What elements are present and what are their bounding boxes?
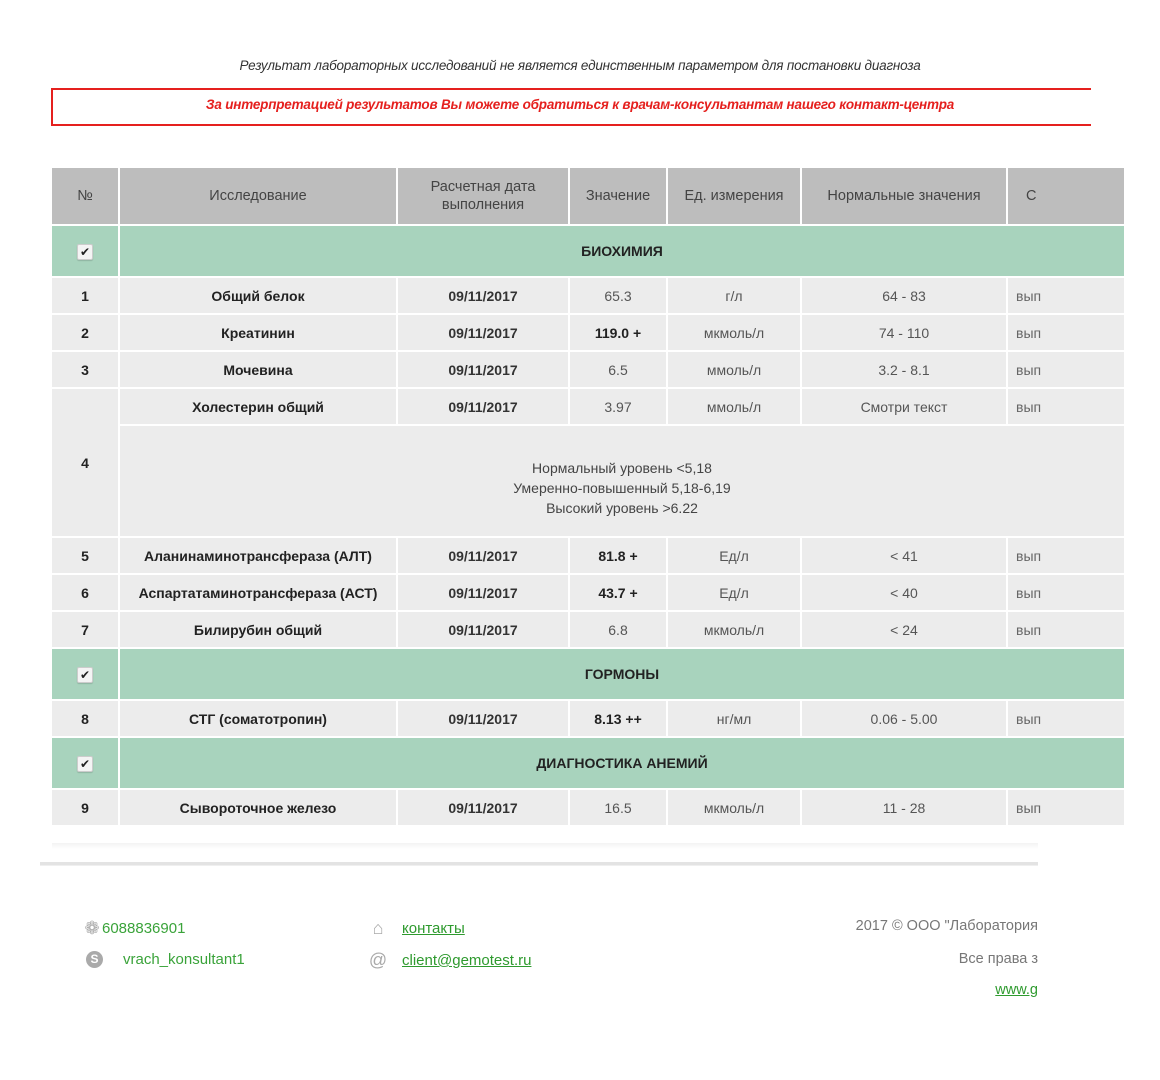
test-name: Аспартатаминотрансфераза (АСТ) bbox=[120, 575, 396, 612]
test-value: 65.3 bbox=[570, 278, 666, 315]
test-status: вып bbox=[1008, 701, 1124, 738]
icq-number: 6088836901 bbox=[102, 920, 186, 937]
col-header-num: № bbox=[52, 168, 118, 226]
group-row bbox=[52, 226, 1124, 278]
skype-login: vrach_konsultant1 bbox=[123, 951, 245, 968]
col-header-unit: Ед. измерения bbox=[668, 168, 800, 226]
checkbox-checked-icon[interactable]: ✔ bbox=[77, 244, 93, 260]
results-table-container bbox=[52, 168, 1042, 827]
test-unit: нг/мл bbox=[668, 701, 800, 738]
note-line: Нормальный уровень <5,18 bbox=[532, 460, 712, 476]
group-title: БИОХИМИЯ bbox=[120, 226, 1124, 278]
row-number: 3 bbox=[52, 352, 118, 389]
table-row bbox=[52, 278, 1124, 315]
row-number: 4 bbox=[52, 389, 118, 538]
test-status: вып bbox=[1008, 575, 1124, 612]
table-row bbox=[52, 612, 1124, 649]
checkbox-checked-icon[interactable]: ✔ bbox=[77, 667, 93, 683]
test-name: СТГ (соматотропин) bbox=[120, 701, 396, 738]
row-number: 7 bbox=[52, 612, 118, 649]
site-link-wrap[interactable] bbox=[995, 982, 1038, 998]
note-line: Умеренно-повышенный 5,18-6,19 bbox=[513, 480, 731, 496]
test-unit: мкмоль/л bbox=[668, 790, 800, 827]
test-status: вып bbox=[1008, 389, 1124, 426]
table-row bbox=[52, 315, 1124, 352]
test-date: 09/11/2017 bbox=[398, 701, 568, 738]
table-row bbox=[52, 701, 1124, 738]
test-unit: Ед/л bbox=[668, 538, 800, 575]
row-number: 8 bbox=[52, 701, 118, 738]
test-status: вып bbox=[1008, 352, 1124, 389]
test-status: вып bbox=[1008, 790, 1124, 827]
test-value-abnormal: 81.8 + bbox=[570, 538, 666, 575]
test-status: вып bbox=[1008, 538, 1124, 575]
test-name: Общий белок bbox=[120, 278, 396, 315]
table-row bbox=[52, 790, 1124, 827]
test-norm: < 24 bbox=[802, 612, 1006, 649]
at-icon: @ bbox=[368, 950, 388, 970]
table-header-row bbox=[52, 168, 1124, 226]
flower-icon: ❁ bbox=[84, 918, 100, 938]
contacts-link[interactable]: контакты bbox=[402, 920, 465, 937]
test-norm: 64 - 83 bbox=[802, 278, 1006, 315]
test-norm: 11 - 28 bbox=[802, 790, 1006, 827]
test-value: 16.5 bbox=[570, 790, 666, 827]
test-unit: мкмоль/л bbox=[668, 315, 800, 352]
test-norm: 3.2 - 8.1 bbox=[802, 352, 1006, 389]
group-checkbox-cell bbox=[52, 738, 118, 790]
consult-alert-text: За интерпретацией результатов Вы можете обратиться к врачам-консультантам нашего контакт-центра bbox=[205, 97, 955, 112]
results-table-body bbox=[52, 226, 1124, 827]
copyright-text: 2017 © ООО "Лаборатория bbox=[855, 918, 1038, 934]
test-norm: 74 - 110 bbox=[802, 315, 1006, 352]
test-date: 09/11/2017 bbox=[398, 538, 568, 575]
test-value: 6.5 bbox=[570, 352, 666, 389]
row-number: 1 bbox=[52, 278, 118, 315]
test-status: вып bbox=[1008, 315, 1124, 352]
test-name: Билирубин общий bbox=[120, 612, 396, 649]
test-norm: < 41 bbox=[802, 538, 1006, 575]
test-unit: ммоль/л bbox=[668, 389, 800, 426]
test-value-abnormal: 43.7 + bbox=[570, 575, 666, 612]
col-header-date: Расчетная дата выполнения bbox=[398, 168, 568, 226]
test-value-abnormal: 8.13 ++ bbox=[570, 701, 666, 738]
email-link[interactable]: client@gemotest.ru bbox=[402, 952, 532, 969]
group-title: ГОРМОНЫ bbox=[120, 649, 1124, 701]
test-name: Мочевина bbox=[120, 352, 396, 389]
table-bottom-shadow bbox=[52, 843, 1038, 849]
test-norm: 0.06 - 5.00 bbox=[802, 701, 1006, 738]
test-value: 6.8 bbox=[570, 612, 666, 649]
test-name: Аланинаминотрансфераза (АЛТ) bbox=[120, 538, 396, 575]
test-unit: Ед/л bbox=[668, 575, 800, 612]
test-name: Сывороточное железо bbox=[120, 790, 396, 827]
test-date: 09/11/2017 bbox=[398, 352, 568, 389]
footer-divider bbox=[40, 862, 1038, 866]
row-number: 9 bbox=[52, 790, 118, 827]
table-row bbox=[52, 389, 1124, 426]
disclaimer-text: Результат лабораторных исследований не является единственным параметром для постановки диагноза bbox=[239, 58, 921, 73]
col-header-status: С bbox=[1008, 168, 1124, 226]
col-header-test: Исследование bbox=[120, 168, 396, 226]
group-row bbox=[52, 738, 1124, 790]
test-date: 09/11/2017 bbox=[398, 575, 568, 612]
col-header-value: Значение bbox=[570, 168, 666, 226]
group-row bbox=[52, 649, 1124, 701]
home-icon: ⌂ bbox=[372, 918, 384, 938]
table-row bbox=[52, 352, 1124, 389]
table-row bbox=[52, 538, 1124, 575]
checkbox-checked-icon[interactable]: ✔ bbox=[77, 756, 93, 772]
row-number: 5 bbox=[52, 538, 118, 575]
test-date: 09/11/2017 bbox=[398, 790, 568, 827]
row-number: 2 bbox=[52, 315, 118, 352]
test-date: 09/11/2017 bbox=[398, 315, 568, 352]
test-status: вып bbox=[1008, 278, 1124, 315]
note-line: Высокий уровень >6.22 bbox=[546, 500, 698, 516]
test-date: 09/11/2017 bbox=[398, 389, 568, 426]
test-date: 09/11/2017 bbox=[398, 612, 568, 649]
group-checkbox-cell bbox=[52, 226, 118, 278]
test-norm: < 40 bbox=[802, 575, 1006, 612]
col-header-norm: Нормальные значения bbox=[802, 168, 1006, 226]
group-title: ДИАГНОСТИКА АНЕМИЙ bbox=[120, 738, 1124, 790]
row-number: 6 bbox=[52, 575, 118, 612]
test-name: Холестерин общий bbox=[120, 389, 396, 426]
table-row bbox=[52, 575, 1124, 612]
footer-skype bbox=[86, 951, 245, 968]
group-checkbox-cell bbox=[52, 649, 118, 701]
footer-icq bbox=[82, 918, 185, 939]
test-date: 09/11/2017 bbox=[398, 278, 568, 315]
test-value: 3.97 bbox=[570, 389, 666, 426]
note-row bbox=[52, 426, 1124, 538]
test-unit: мкмоль/л bbox=[668, 612, 800, 649]
test-value-abnormal: 119.0 + bbox=[570, 315, 666, 352]
rights-text: Все права з bbox=[958, 951, 1038, 967]
test-norm: Смотри текст bbox=[802, 389, 1006, 426]
footer-contacts[interactable] bbox=[368, 918, 465, 939]
test-unit: г/л bbox=[668, 278, 800, 315]
test-status: вып bbox=[1008, 612, 1124, 649]
test-unit: ммоль/л bbox=[668, 352, 800, 389]
test-name: Креатинин bbox=[120, 315, 396, 352]
skype-icon: S bbox=[86, 951, 103, 968]
results-table bbox=[50, 168, 1126, 827]
test-note bbox=[120, 426, 1124, 538]
site-link[interactable]: www.g bbox=[995, 982, 1038, 998]
footer-email[interactable] bbox=[368, 950, 531, 971]
